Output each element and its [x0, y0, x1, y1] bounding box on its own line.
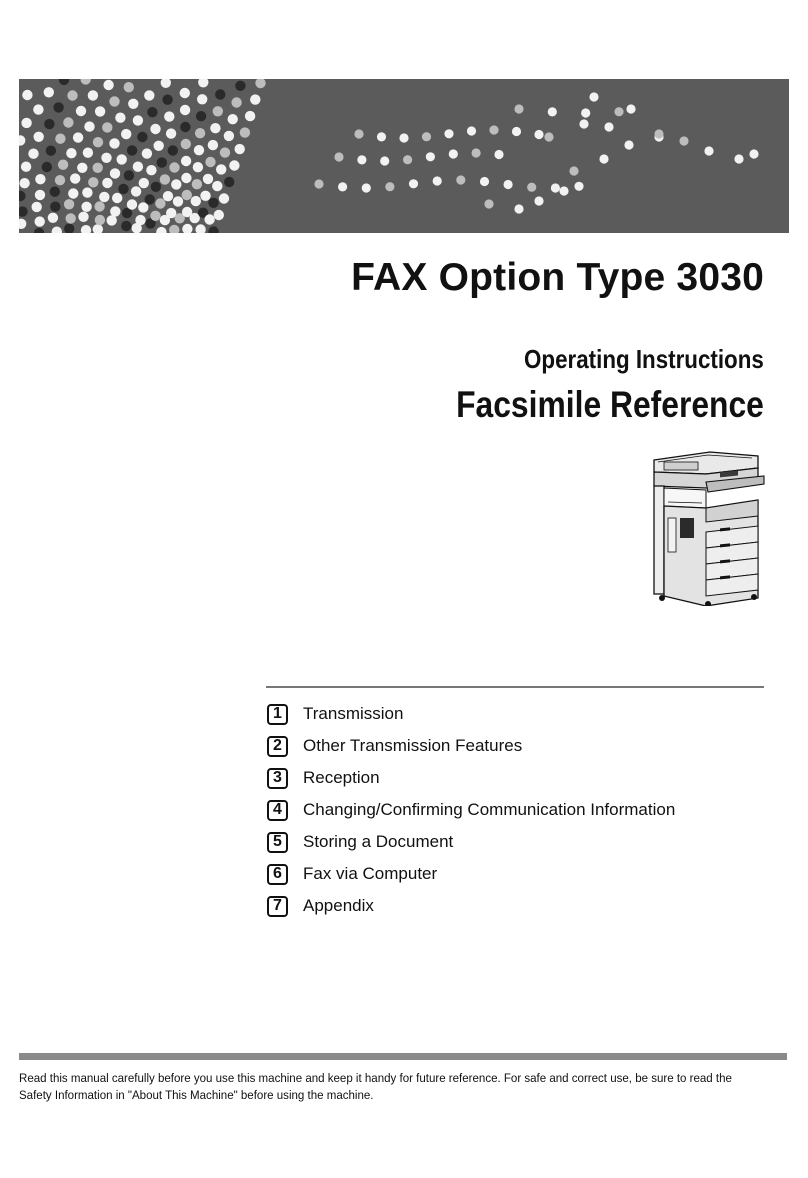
pattern-dot	[551, 183, 560, 192]
pattern-dot	[484, 199, 493, 208]
pattern-dot	[205, 157, 215, 167]
pattern-dot	[73, 132, 83, 142]
pattern-dot	[53, 102, 63, 112]
pattern-dot	[196, 111, 206, 121]
pattern-dot	[514, 204, 523, 213]
pattern-dot	[163, 191, 173, 201]
pattern-dot	[426, 152, 435, 161]
pattern-dot	[228, 114, 238, 124]
chapter-label: Other Transmission Features	[303, 736, 523, 755]
pattern-dot	[142, 148, 152, 158]
pattern-dot	[133, 115, 143, 125]
pattern-dot	[195, 224, 205, 233]
pattern-dot	[704, 146, 713, 155]
pattern-dot	[93, 224, 103, 233]
pattern-dot	[215, 89, 225, 99]
pattern-dot	[181, 139, 191, 149]
pattern-dot	[231, 97, 241, 107]
pattern-dot	[182, 190, 192, 200]
pattern-dot	[569, 166, 578, 175]
pattern-dot	[155, 198, 165, 208]
pattern-dot	[173, 196, 183, 206]
pattern-dot	[115, 113, 125, 123]
pattern-dot	[99, 192, 109, 202]
pattern-dot	[180, 88, 190, 98]
pattern-dot	[28, 149, 38, 159]
pattern-dot	[168, 145, 178, 155]
chapter-label: Storing a Document	[303, 832, 454, 851]
pattern-dot	[749, 149, 758, 158]
pattern-dot	[121, 221, 131, 231]
pattern-dot	[109, 138, 119, 148]
pattern-dot	[444, 129, 453, 138]
pattern-dot	[77, 163, 87, 173]
pattern-dot	[581, 108, 590, 117]
pattern-dot	[480, 177, 489, 186]
pattern-dot	[50, 202, 60, 212]
pattern-dot	[131, 186, 141, 196]
pattern-dot	[182, 224, 192, 233]
pattern-dot	[118, 184, 128, 194]
pattern-dot	[208, 140, 218, 150]
pattern-dot	[35, 174, 45, 184]
footer-divider	[19, 1053, 787, 1060]
pattern-dot	[162, 95, 172, 105]
pattern-dot	[19, 219, 26, 229]
pattern-dot	[456, 175, 465, 184]
pattern-dot	[354, 129, 363, 138]
chapter-label: Changing/Confirming Communication Information	[303, 800, 676, 819]
chapter-label: Transmission	[303, 704, 404, 723]
pattern-dot	[180, 105, 190, 115]
pattern-dot	[19, 206, 28, 216]
toc-item-other-transmission-features[interactable]	[267, 730, 675, 762]
pattern-dot	[314, 179, 323, 188]
pattern-dot	[589, 92, 598, 101]
pattern-dot	[166, 128, 176, 138]
pattern-dot	[157, 157, 167, 167]
manual-title: Facsimile Reference	[456, 384, 764, 425]
pattern-dot	[161, 79, 171, 88]
pattern-dot	[150, 211, 160, 221]
pattern-dot	[19, 178, 29, 188]
pattern-dot	[102, 178, 112, 188]
pattern-dot	[94, 201, 104, 211]
pattern-dot	[127, 199, 137, 209]
pattern-dot	[203, 174, 213, 184]
pattern-dot	[33, 104, 43, 114]
pattern-dot	[192, 179, 202, 189]
pattern-dot	[235, 81, 245, 91]
dot-pattern-graphic	[19, 79, 789, 233]
pattern-dot	[101, 153, 111, 163]
pattern-dot	[467, 126, 476, 135]
pattern-dot	[64, 199, 74, 209]
pattern-dot	[93, 137, 103, 147]
pattern-dot	[250, 94, 260, 104]
pattern-dot	[64, 224, 74, 234]
pattern-dot	[44, 87, 54, 97]
pattern-dot	[512, 127, 521, 136]
pattern-dot	[81, 202, 91, 212]
pattern-dot	[212, 181, 222, 191]
pattern-dot	[504, 180, 513, 189]
pattern-dot	[624, 140, 633, 149]
pattern-dot	[128, 99, 138, 109]
pattern-dot	[150, 124, 160, 134]
pattern-dot	[21, 118, 31, 128]
pattern-dot	[112, 193, 122, 203]
chapter-number: 5	[267, 832, 288, 853]
pattern-dot	[494, 150, 503, 159]
pattern-dot	[76, 106, 86, 116]
pattern-dot	[559, 186, 568, 195]
pattern-dot	[216, 164, 226, 174]
pattern-dot	[255, 79, 265, 88]
pattern-dot	[117, 154, 127, 164]
pattern-dot	[107, 215, 117, 225]
pattern-dot	[124, 82, 134, 92]
pattern-dot	[654, 129, 663, 138]
pattern-dot	[58, 160, 68, 170]
pattern-dot	[110, 168, 120, 178]
pattern-dot	[198, 79, 208, 88]
pattern-dot	[164, 111, 174, 121]
pattern-dot	[399, 133, 408, 142]
pattern-dot	[195, 128, 205, 138]
pattern-dot	[84, 121, 94, 131]
pattern-dot	[147, 107, 157, 117]
copier-machine-illustration	[648, 446, 766, 606]
pattern-dot	[81, 225, 91, 233]
pattern-dot	[93, 163, 103, 173]
pattern-dot	[42, 162, 52, 172]
pattern-dot	[32, 202, 42, 212]
pattern-dot	[409, 179, 418, 188]
pattern-dot	[55, 175, 65, 185]
pattern-dot	[489, 125, 498, 134]
chapter-number: 2	[267, 736, 288, 757]
pattern-dot	[59, 79, 69, 85]
pattern-dot	[66, 213, 76, 223]
pattern-dot	[191, 196, 201, 206]
pattern-dot	[548, 107, 557, 116]
chapter-number: 7	[267, 896, 288, 917]
pattern-dot	[52, 227, 62, 234]
pattern-dot	[151, 182, 161, 192]
pattern-dot	[34, 228, 44, 233]
pattern-dot	[88, 90, 98, 100]
pattern-dot	[385, 182, 394, 191]
toc-item-appendix[interactable]	[267, 890, 675, 922]
toc-item-storing-a-document[interactable]	[267, 826, 675, 858]
pattern-dot	[83, 148, 93, 158]
pattern-dot	[240, 127, 250, 137]
pattern-dot	[160, 174, 170, 184]
pattern-dot	[169, 225, 179, 233]
pattern-dot	[403, 155, 412, 164]
cover-banner	[19, 79, 789, 233]
pattern-dot	[194, 145, 204, 155]
pattern-dot	[514, 104, 523, 113]
pattern-dot	[68, 188, 78, 198]
pattern-dot	[35, 190, 45, 200]
pattern-dot	[534, 196, 543, 205]
pattern-dot	[46, 146, 56, 156]
pattern-dot	[35, 216, 45, 226]
pattern-dot	[599, 154, 608, 163]
pattern-dot	[22, 90, 32, 100]
pattern-dot	[19, 191, 26, 201]
chapter-number: 4	[267, 800, 288, 821]
pattern-dot	[135, 215, 145, 225]
pattern-dot	[220, 147, 230, 157]
pattern-dot	[95, 106, 105, 116]
pattern-dot	[679, 136, 688, 145]
pattern-dot	[78, 212, 88, 222]
pattern-dot	[579, 119, 588, 128]
chapter-number: 3	[267, 768, 288, 789]
pattern-dot	[34, 132, 44, 142]
safety-notice-line: Safety Information in "About This Machine" before using the machine.	[19, 1088, 374, 1102]
pattern-dot	[88, 177, 98, 187]
pattern-dot	[534, 130, 543, 139]
pattern-dot	[44, 119, 54, 129]
pattern-dot	[544, 132, 553, 141]
pattern-dot	[362, 183, 371, 192]
pattern-dot	[214, 210, 224, 220]
pattern-dot	[472, 148, 481, 157]
pattern-dot	[154, 141, 164, 151]
pattern-dot	[145, 194, 155, 204]
pattern-dot	[19, 135, 25, 145]
pattern-dot	[208, 198, 218, 208]
pattern-dot	[204, 214, 214, 224]
pattern-dot	[110, 206, 120, 216]
pattern-dot	[200, 191, 210, 201]
pattern-dot	[422, 132, 431, 141]
pattern-dot	[210, 123, 220, 133]
pattern-dot	[229, 160, 239, 170]
pattern-dot	[527, 183, 536, 192]
table-of-contents	[267, 698, 675, 922]
pattern-dot	[197, 94, 207, 104]
pattern-dot	[109, 96, 119, 106]
pattern-dot	[245, 111, 255, 121]
pattern-dot	[70, 173, 80, 183]
chapter-label: Reception	[303, 768, 380, 787]
safety-notice	[19, 1070, 791, 1104]
toc-divider	[266, 686, 764, 688]
pattern-dot	[357, 155, 366, 164]
pattern-dot	[213, 106, 223, 116]
pattern-dot	[334, 152, 343, 161]
pattern-dot	[82, 187, 92, 197]
safety-notice-line: Read this manual carefully before you use this machine and keep it handy for future reference. For safe and correct use, be sure to read the	[19, 1071, 732, 1085]
chapter-label: Appendix	[303, 896, 374, 915]
pattern-dot	[433, 176, 442, 185]
chapter-label: Fax via Computer	[303, 864, 438, 883]
toc-item-transmission[interactable]	[267, 698, 675, 730]
pattern-dot	[144, 90, 154, 100]
pattern-dot	[338, 182, 347, 191]
pattern-dot	[139, 178, 149, 188]
pattern-dot	[614, 107, 623, 116]
pattern-dot	[137, 132, 147, 142]
pattern-dot	[66, 148, 76, 158]
pattern-dot	[574, 182, 583, 191]
chapter-number: 1	[267, 704, 288, 725]
pattern-dot	[734, 154, 743, 163]
pattern-dot	[181, 173, 191, 183]
pattern-dot	[156, 227, 166, 233]
pattern-dot	[127, 145, 137, 155]
pattern-dot	[180, 122, 190, 132]
pattern-dot	[67, 90, 77, 100]
pattern-dot	[181, 156, 191, 166]
chapter-number: 6	[267, 864, 288, 885]
pattern-dot	[103, 80, 113, 90]
pattern-dot	[208, 226, 218, 233]
pattern-dot	[124, 170, 134, 180]
pattern-dot	[48, 213, 58, 223]
pattern-dot	[102, 122, 112, 132]
toc-item-fax-via-computer[interactable]	[267, 858, 675, 890]
product-title: FAX Option Type 3030	[351, 256, 764, 299]
pattern-dot	[604, 122, 613, 131]
pattern-dot	[95, 215, 105, 225]
pattern-dot	[169, 162, 179, 172]
pattern-dot	[377, 132, 386, 141]
toc-item-reception[interactable]	[267, 762, 675, 794]
pattern-dot	[224, 177, 234, 187]
pattern-dot	[224, 131, 234, 141]
pattern-dot	[133, 162, 143, 172]
pattern-dot	[626, 104, 635, 113]
pattern-dot	[235, 144, 245, 154]
pattern-dot	[81, 79, 91, 85]
pattern-dot	[171, 179, 181, 189]
pattern-dot	[449, 149, 458, 158]
pattern-dot	[55, 134, 65, 144]
pattern-dot	[63, 117, 73, 127]
pattern-dot	[21, 162, 31, 172]
pattern-dot	[121, 129, 131, 139]
pattern-dot	[146, 165, 156, 175]
pattern-dot	[380, 156, 389, 165]
pattern-dot	[219, 193, 229, 203]
pattern-dot	[50, 187, 60, 197]
manual-type: Operating Instructions	[524, 344, 764, 374]
toc-item-communication-information[interactable]	[267, 794, 675, 826]
pattern-dot	[193, 162, 203, 172]
